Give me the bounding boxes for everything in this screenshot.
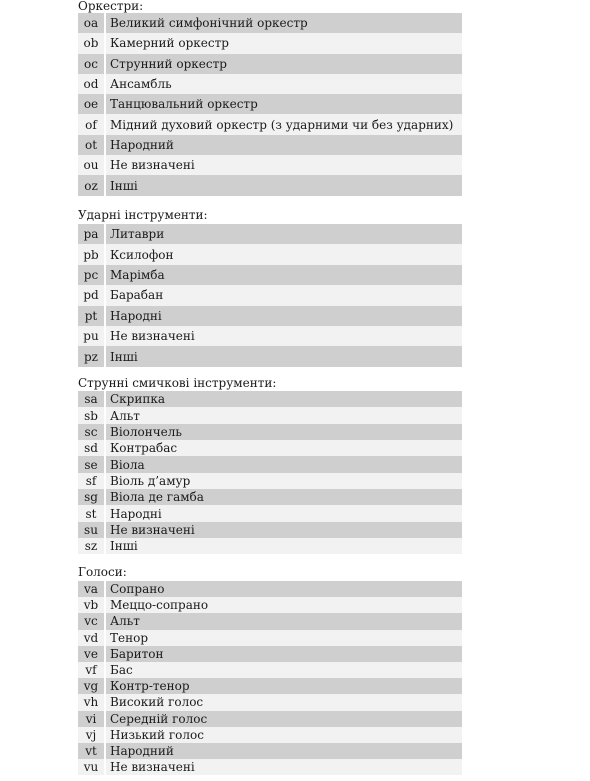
- row-label: Віола де гамба: [105, 489, 462, 505]
- table-row: [78, 285, 462, 305]
- table-row: [78, 155, 462, 175]
- row-code: od: [78, 74, 105, 94]
- row-label: Литаври: [105, 224, 462, 244]
- row-label: Не визначені: [105, 155, 462, 175]
- table-row: [78, 630, 462, 646]
- table-row: [78, 244, 462, 264]
- row-code: oa: [78, 13, 105, 33]
- row-code: pb: [78, 244, 105, 264]
- section-orchestras: [78, 0, 462, 196]
- row-label: Сопрано: [105, 581, 462, 597]
- table-row: [78, 94, 462, 114]
- row-code: ot: [78, 135, 105, 155]
- section-voices: [78, 566, 462, 775]
- row-code: pz: [78, 346, 105, 366]
- row-code: sb: [78, 407, 105, 423]
- table-row: [78, 694, 462, 710]
- table-row: [78, 306, 462, 326]
- row-code: vf: [78, 662, 105, 678]
- table-row: [78, 678, 462, 694]
- row-code: sc: [78, 424, 105, 440]
- row-label: Не визначені: [105, 522, 462, 538]
- row-code: oe: [78, 94, 105, 114]
- table-row: [78, 489, 462, 505]
- table-row: [78, 538, 462, 554]
- row-code: vt: [78, 743, 105, 759]
- row-code: sa: [78, 391, 105, 407]
- row-code: vb: [78, 597, 105, 613]
- section-percussion: [78, 209, 462, 367]
- table-row: [78, 407, 462, 423]
- row-label: Струнний оркестр: [105, 54, 462, 74]
- table-row: [78, 13, 462, 33]
- table-row: [78, 424, 462, 440]
- row-code: sd: [78, 440, 105, 456]
- row-label: Віолончель: [105, 424, 462, 440]
- row-code: vh: [78, 694, 105, 710]
- section-bowed-strings: [78, 377, 462, 554]
- row-label: Тенор: [105, 630, 462, 646]
- table-row: [78, 391, 462, 407]
- row-code: sg: [78, 489, 105, 505]
- row-label: Барабан: [105, 285, 462, 305]
- row-label: Альт: [105, 613, 462, 629]
- row-code: ou: [78, 155, 105, 175]
- row-label: Інші: [105, 346, 462, 366]
- row-label: Танцювальний оркестр: [105, 94, 462, 114]
- row-label: Ксилофон: [105, 244, 462, 264]
- row-label: Баритон: [105, 646, 462, 662]
- row-label: Марімба: [105, 265, 462, 285]
- table-row: [78, 473, 462, 489]
- row-label: Народний: [105, 743, 462, 759]
- row-label: Не визначені: [105, 326, 462, 346]
- row-label: Народні: [105, 306, 462, 326]
- row-label: Скрипка: [105, 391, 462, 407]
- table-row: [78, 114, 462, 134]
- row-code: vj: [78, 727, 105, 743]
- row-label: Камерний оркестр: [105, 33, 462, 53]
- table-row: [78, 727, 462, 743]
- row-code: vd: [78, 630, 105, 646]
- row-label: Народний: [105, 135, 462, 155]
- row-label: Низький голос: [105, 727, 462, 743]
- row-label: Контр-тенор: [105, 678, 462, 694]
- row-label: Високий голос: [105, 694, 462, 710]
- table-row: [78, 581, 462, 597]
- row-label: Не визначені: [105, 759, 462, 775]
- row-code: su: [78, 522, 105, 538]
- table-row: [78, 440, 462, 456]
- code-table: [78, 581, 462, 775]
- table-row: [78, 135, 462, 155]
- table-row: [78, 597, 462, 613]
- table-row: [78, 326, 462, 346]
- row-code: pc: [78, 265, 105, 285]
- table-row: [78, 456, 462, 472]
- table-row: [78, 54, 462, 74]
- section-title: Голоси:: [78, 565, 127, 579]
- table-row: [78, 175, 462, 195]
- row-code: ve: [78, 646, 105, 662]
- section-title: Струнні смичкові інструменти:: [78, 376, 277, 390]
- section-title: Ударні інструменти:: [78, 208, 208, 222]
- row-code: sz: [78, 538, 105, 554]
- row-code: sf: [78, 473, 105, 489]
- row-code: ob: [78, 33, 105, 53]
- table-row: [78, 522, 462, 538]
- table-row: [78, 743, 462, 759]
- row-label: Альт: [105, 407, 462, 423]
- row-label: Середній голос: [105, 711, 462, 727]
- row-code: vi: [78, 711, 105, 727]
- row-label: Меццо-сопрано: [105, 597, 462, 613]
- row-code: va: [78, 581, 105, 597]
- table-row: [78, 33, 462, 53]
- row-code: pa: [78, 224, 105, 244]
- row-code: vg: [78, 678, 105, 694]
- row-label: Інші: [105, 538, 462, 554]
- table-row: [78, 74, 462, 94]
- row-code: vu: [78, 759, 105, 775]
- table-row: [78, 662, 462, 678]
- table-row: [78, 224, 462, 244]
- row-code: of: [78, 114, 105, 134]
- row-label: Контрабас: [105, 440, 462, 456]
- code-table: [78, 224, 462, 367]
- table-row: [78, 346, 462, 366]
- code-table: [78, 13, 462, 196]
- row-label: Великий симфонічний оркестр: [105, 13, 462, 33]
- row-code: st: [78, 505, 105, 521]
- row-label: Народні: [105, 505, 462, 521]
- row-code: oz: [78, 175, 105, 195]
- row-code: oc: [78, 54, 105, 74]
- code-table: [78, 391, 462, 554]
- row-label: Ансамбль: [105, 74, 462, 94]
- row-code: pt: [78, 306, 105, 326]
- table-row: [78, 646, 462, 662]
- row-code: pd: [78, 285, 105, 305]
- section-title: Оркестри:: [78, 0, 144, 13]
- row-label: Бас: [105, 662, 462, 678]
- row-label: Віоль д’амур: [105, 473, 462, 489]
- table-row: [78, 711, 462, 727]
- row-label: Віола: [105, 456, 462, 472]
- row-label: Інші: [105, 175, 462, 195]
- row-code: se: [78, 456, 105, 472]
- table-row: [78, 265, 462, 285]
- table-row: [78, 613, 462, 629]
- row-label: Мідний духовий оркестр (з ударними чи без ударних): [105, 114, 462, 134]
- row-code: vc: [78, 613, 105, 629]
- table-row: [78, 759, 462, 775]
- row-code: pu: [78, 326, 105, 346]
- table-row: [78, 505, 462, 521]
